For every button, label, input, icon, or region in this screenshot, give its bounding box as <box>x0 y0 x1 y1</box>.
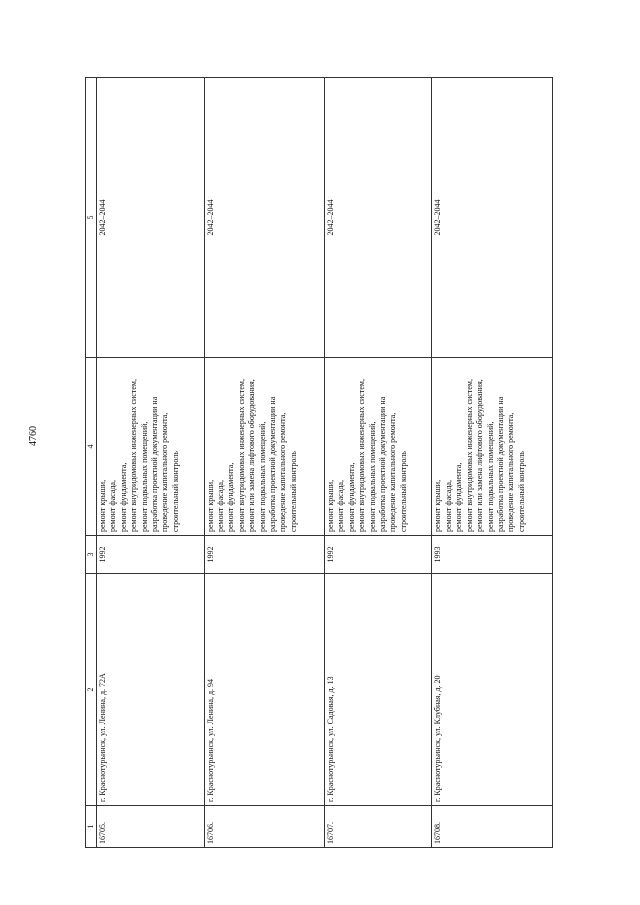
construction-year: 1992 <box>97 536 205 574</box>
repair-work-item: проведение капитального ремонта, <box>160 412 170 532</box>
repair-work-item: ремонт подвальных помещений, <box>367 421 377 532</box>
repair-work-item: строительный контроль <box>398 451 408 532</box>
building-address: г. Краснотурьинск, ул. Ленина, д. 72А <box>97 574 205 806</box>
repair-work-item: ремонт крыши, <box>98 479 107 532</box>
page-number: 4760 <box>28 426 39 446</box>
repair-work-item: ремонт подвальных помещений, <box>485 421 495 532</box>
repair-work-item: ремонт фасада, <box>108 480 118 532</box>
row-number: 16707. <box>324 806 432 848</box>
repair-period: 2042–2044 <box>97 78 205 358</box>
column-header-5: 5 <box>86 78 97 358</box>
repair-period: 2042–2044 <box>324 78 432 358</box>
repair-work-item: ремонт фундамента, <box>454 462 464 532</box>
repair-work-item: разработка проектной документации на <box>495 396 505 532</box>
repair-work-item: проведение капитального ремонта, <box>278 412 288 532</box>
repair-works-list <box>432 358 553 536</box>
table-row <box>432 78 553 848</box>
repair-work-item: ремонт фундамента, <box>346 462 356 532</box>
column-header-4: 4 <box>86 358 97 536</box>
repair-work-item: ремонт фасада, <box>443 480 453 532</box>
repair-work-item: ремонт подвальных помещений, <box>139 421 149 532</box>
table-row <box>204 78 324 848</box>
repair-work-item: ремонт внутридомовых инженерных систем, <box>464 379 474 532</box>
repair-schedule-table <box>85 77 553 848</box>
repair-work-item: ремонт фасада, <box>336 480 346 532</box>
column-header-2: 2 <box>86 574 97 806</box>
repair-work-item: ремонт или замена лифтового оборудования, <box>475 379 485 532</box>
building-address: г. Краснотурьинск, ул. Ленина, д. 94 <box>204 574 324 806</box>
repair-work-item: ремонт крыши, <box>325 479 335 532</box>
repair-work-item: ремонт внутридомовых инженерных систем, <box>129 379 139 532</box>
row-number: 16708. <box>432 806 553 848</box>
column-header-1: 1 <box>86 806 97 848</box>
repair-schedule-table-container <box>85 78 553 848</box>
repair-work-item: ремонт подвальных помещений, <box>257 421 267 532</box>
repair-work-item: ремонт или замена лифтового оборудования, <box>247 379 257 532</box>
repair-works-list <box>97 358 205 536</box>
repair-period: 2042–2044 <box>204 78 324 358</box>
repair-work-item: ремонт внутридомовых инженерных систем, <box>236 379 246 532</box>
repair-work-item: ремонт фундамента, <box>118 462 128 532</box>
repair-works-list <box>324 358 432 536</box>
repair-works-list <box>204 358 324 536</box>
row-number: 16706. <box>204 806 324 848</box>
repair-work-item: разработка проектной документации на <box>267 396 277 532</box>
construction-year: 1992 <box>324 536 432 574</box>
repair-work-item: ремонт крыши, <box>433 479 443 532</box>
repair-work-item: проведение капитального ремонта, <box>506 412 516 532</box>
building-address: г. Краснотурьинск, ул. Садовая, д. 13 <box>324 574 432 806</box>
repair-period: 2042–2044 <box>432 78 553 358</box>
repair-work-item: строительный контроль <box>170 451 180 532</box>
repair-work-item: ремонт внутридомовых инженерных систем, <box>357 379 367 532</box>
repair-work-item: строительный контроль <box>516 451 526 532</box>
repair-work-item: проведение капитального ремонта, <box>388 412 398 532</box>
column-header-3: 3 <box>86 536 97 574</box>
repair-work-item: разработка проектной документации на <box>378 396 388 532</box>
row-number: 16705. <box>97 806 205 848</box>
table-row <box>324 78 432 848</box>
repair-work-item: ремонт фасада, <box>215 480 225 532</box>
construction-year: 1993 <box>432 536 553 574</box>
repair-work-item: ремонт крыши, <box>205 479 215 532</box>
repair-work-item: строительный контроль <box>288 451 298 532</box>
repair-work-item: ремонт фундамента, <box>226 462 236 532</box>
repair-work-item: разработка проектной документации на <box>150 396 160 532</box>
table-header-row <box>86 78 97 848</box>
construction-year: 1992 <box>204 536 324 574</box>
table-row <box>97 78 205 848</box>
building-address: г. Краснотурьинск, ул. Клубная, д. 20 <box>432 574 553 806</box>
